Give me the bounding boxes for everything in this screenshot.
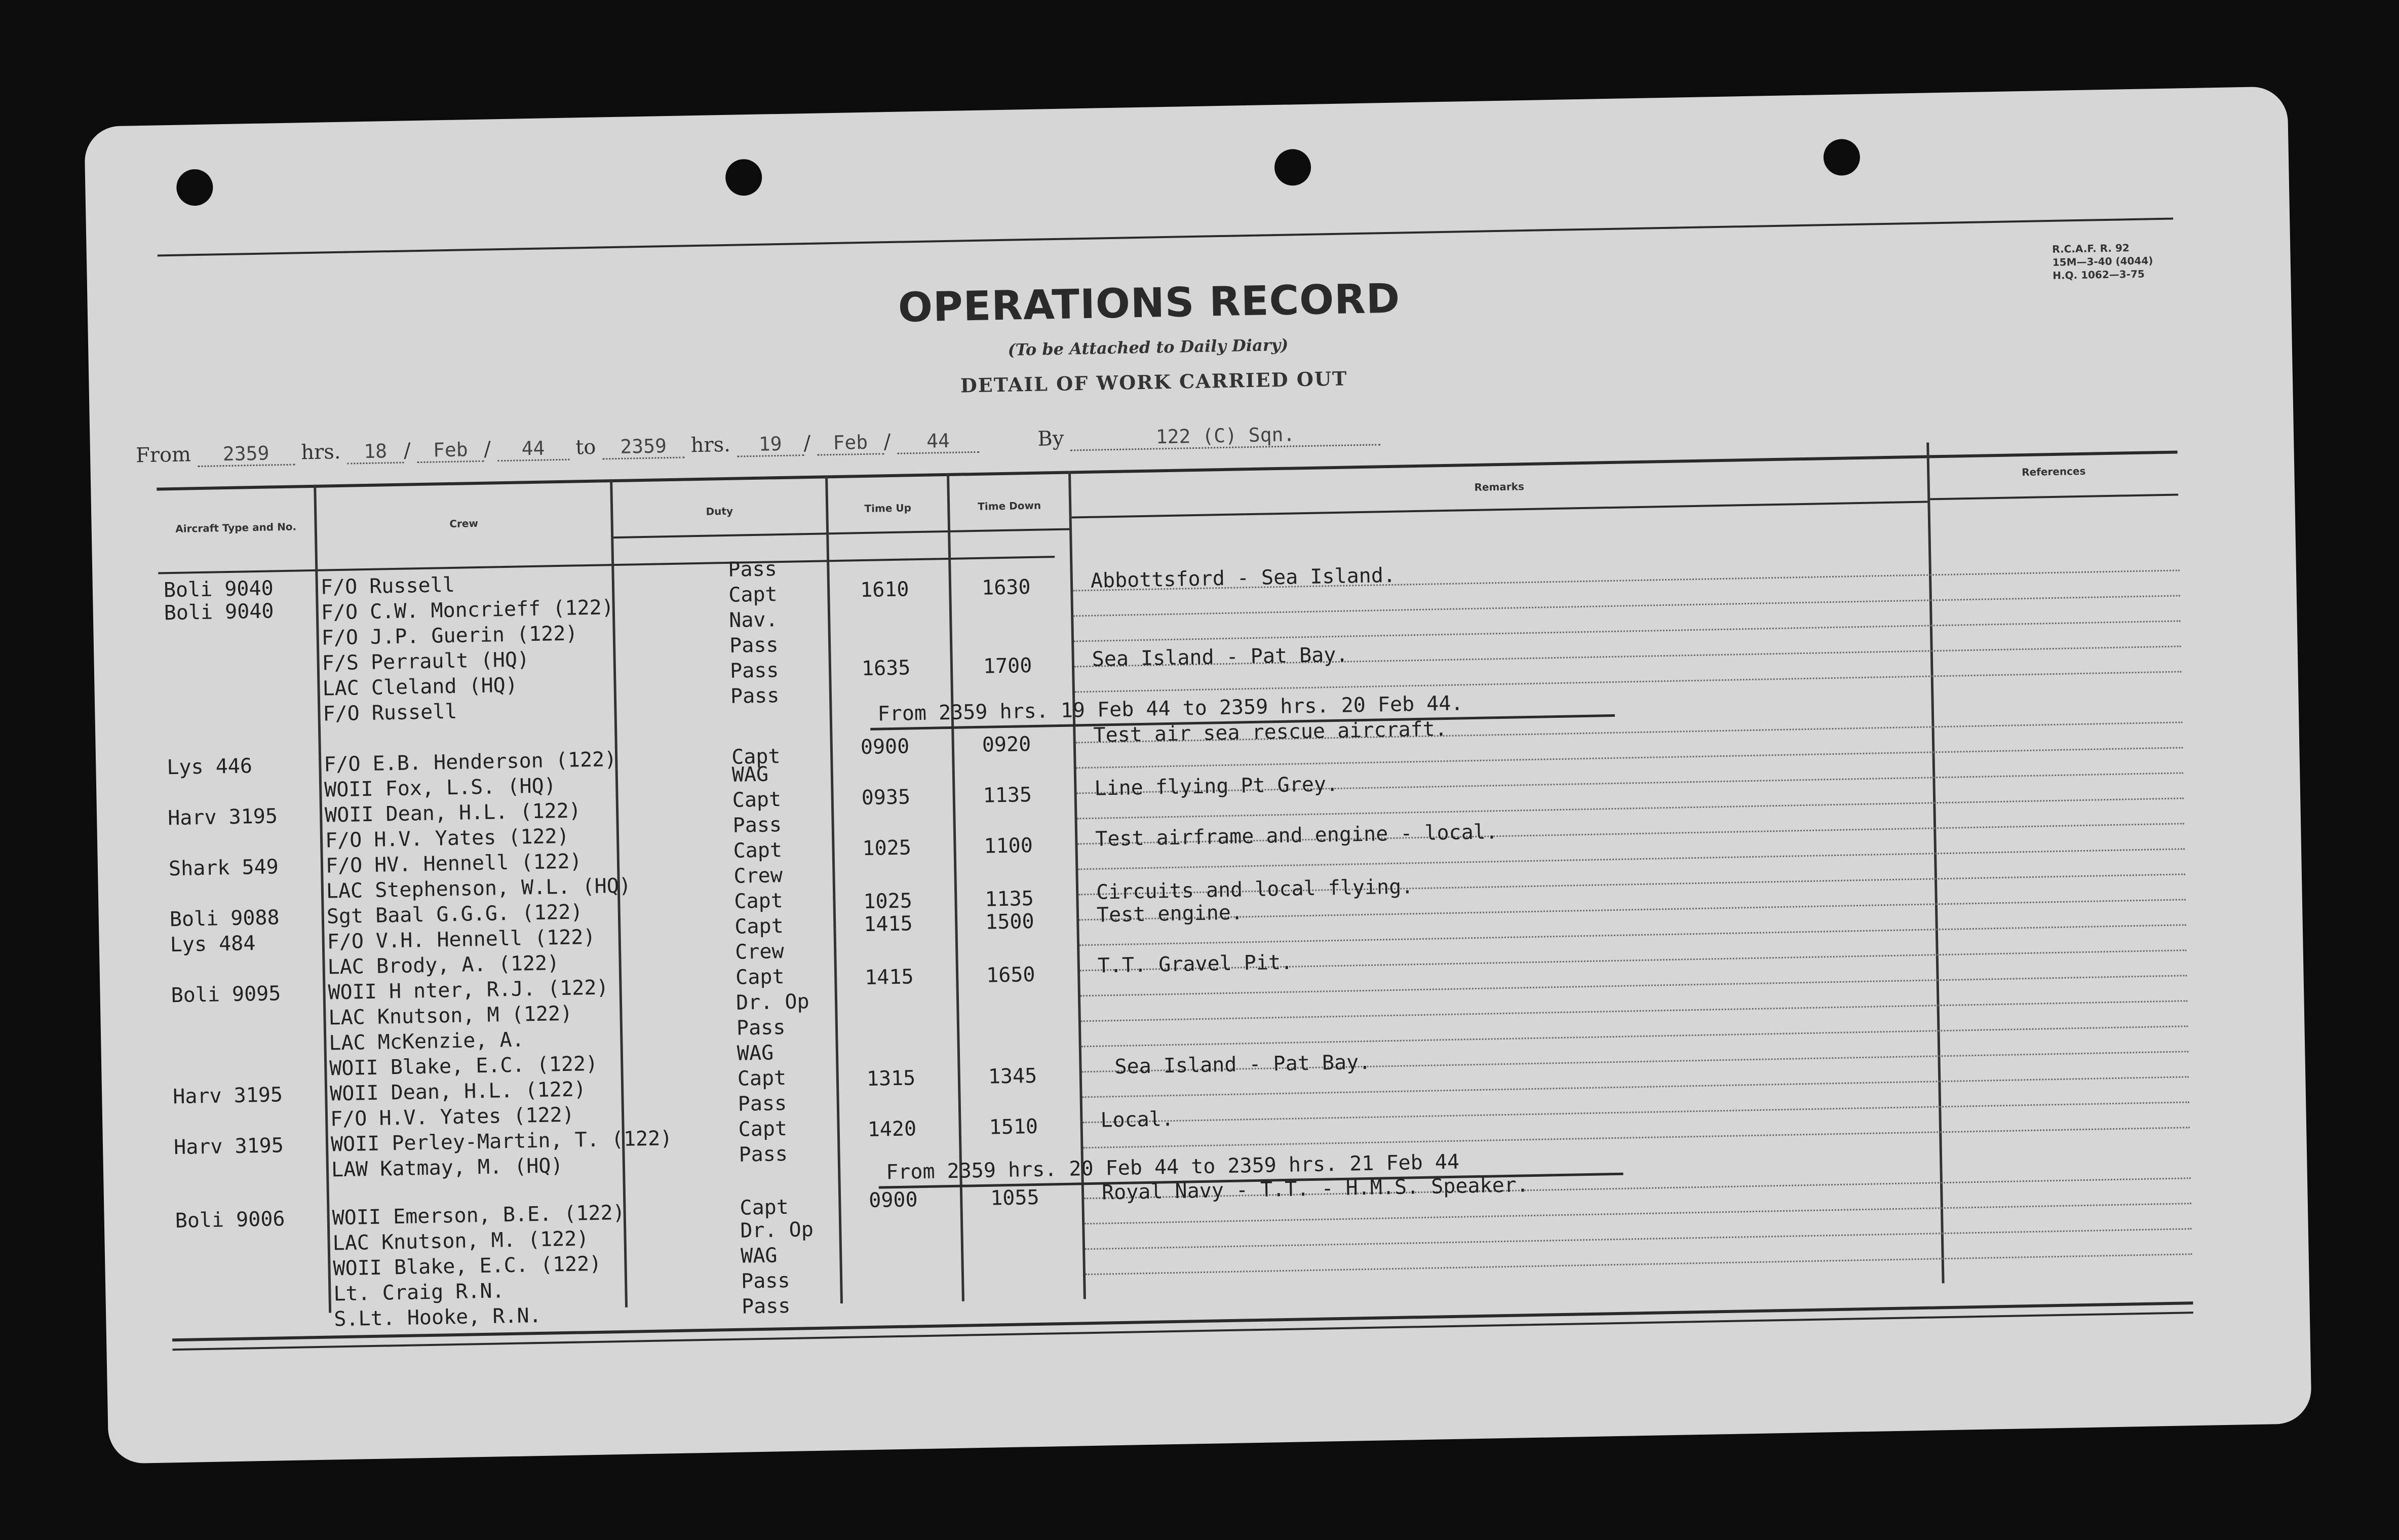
page-title: OPERATIONS RECORD bbox=[898, 275, 1401, 331]
crew-cell: F/S Perrault (HQ) bbox=[322, 648, 530, 675]
remarks-cell: Line flying Pt Grey. bbox=[1094, 772, 1339, 800]
punch-hole bbox=[1274, 149, 1311, 186]
aircraft-cell: Harv 3195 bbox=[167, 804, 278, 830]
column-rule bbox=[825, 475, 843, 1303]
aircraft-cell: Boli 9006 bbox=[175, 1207, 285, 1233]
remarks-cell: Abbottsford - Sea Island. bbox=[1090, 563, 1396, 593]
to-year: 44 bbox=[897, 429, 980, 454]
remarks-cell: T.T. Gravel Pit. bbox=[1097, 950, 1293, 978]
date-separator: From 2359 hrs. 19 Feb 44 to 2359 hrs. 20 Feb 44. bbox=[877, 691, 1463, 726]
crew-cell: WOII Fox, L.S. (HQ) bbox=[324, 774, 557, 802]
time-up-cell: 1420 bbox=[867, 1117, 917, 1142]
crew-cell: LAC McKenzie, A. bbox=[328, 1028, 525, 1055]
duty-cell: Capt bbox=[732, 788, 782, 812]
duty-cell: WAG bbox=[731, 762, 769, 787]
header-rule bbox=[613, 528, 1072, 538]
aircraft-cell: Lys 484 bbox=[170, 932, 256, 957]
time-down-cell: 1135 bbox=[983, 783, 1032, 807]
duty-cell: Pass bbox=[741, 1294, 791, 1319]
remarks-cell: Test airframe and engine - local. bbox=[1095, 820, 1498, 851]
column-header-time-up: Time Up bbox=[864, 502, 912, 515]
from-label: From bbox=[135, 443, 191, 468]
duty-cell: Pass bbox=[741, 1268, 790, 1293]
time-down-cell: 1650 bbox=[986, 962, 1035, 987]
aircraft-cell: Shark 549 bbox=[168, 855, 279, 881]
duty-cell: Crew bbox=[734, 940, 784, 964]
detail-heading: DETAIL OF WORK CARRIED OUT bbox=[960, 367, 1348, 397]
duty-cell: Pass bbox=[730, 684, 780, 708]
crew-cell: F/O H.V. Yates (122) bbox=[325, 824, 570, 853]
time-down-cell: 1630 bbox=[981, 575, 1031, 600]
time-down-cell: 1510 bbox=[989, 1114, 1038, 1139]
duty-cell: Capt bbox=[733, 838, 783, 863]
form-reference bbox=[2052, 241, 2153, 282]
crew-cell: LAC Stephenson, W.L. (HQ) bbox=[326, 874, 632, 903]
top-rule bbox=[158, 218, 2173, 257]
duty-cell: Capt bbox=[740, 1195, 789, 1220]
time-up-cell: 0900 bbox=[860, 735, 910, 759]
punch-hole bbox=[725, 159, 762, 196]
by-label: By bbox=[1037, 427, 1064, 451]
time-down-cell: 1700 bbox=[983, 653, 1032, 678]
column-header-crew: Crew bbox=[449, 517, 479, 530]
remarks-cell: Test air sea rescue aircraft. bbox=[1093, 717, 1448, 747]
time-up-cell: 0935 bbox=[861, 785, 911, 810]
form-ref-line: 15M—3-40 (4044) bbox=[2052, 254, 2153, 268]
time-up-cell: 1025 bbox=[863, 889, 913, 914]
time-up-cell: 1025 bbox=[862, 836, 912, 861]
duty-cell: Capt bbox=[737, 1066, 787, 1091]
time-up-cell: 0900 bbox=[868, 1188, 918, 1213]
to-month: Feb bbox=[817, 431, 884, 455]
column-header-duty: Duty bbox=[706, 505, 733, 518]
column-header-references: References bbox=[2021, 465, 2086, 479]
time-up-cell: 1635 bbox=[861, 656, 911, 681]
duty-cell: Pass bbox=[738, 1091, 787, 1116]
crew-cell: LAC Cleland (HQ) bbox=[322, 673, 518, 701]
remarks-cell: Sea Island - Pat Bay. bbox=[1092, 643, 1348, 671]
remarks-cell: Test engine. bbox=[1096, 901, 1244, 927]
date-separator: From 2359 hrs. 20 Feb 44 to 2359 hrs. 21 Feb 44 bbox=[885, 1150, 1460, 1184]
from-day: 18 bbox=[347, 440, 404, 465]
remarks-cell: Sea Island - Pat Bay. bbox=[1114, 1050, 1371, 1079]
crew-cell: F/O C.W. Moncrieff (122) bbox=[321, 596, 614, 625]
aircraft-cell: Harv 3195 bbox=[172, 1083, 283, 1109]
duty-cell: Capt bbox=[738, 1116, 788, 1141]
time-up-cell: 1415 bbox=[863, 912, 913, 937]
crew-cell: S.Lt. Hooke, R.N. bbox=[333, 1303, 542, 1331]
crew-cell: LAW Katmay, M. (HQ) bbox=[331, 1154, 563, 1182]
duty-cell: Pass bbox=[729, 659, 779, 683]
header-rule bbox=[1072, 501, 1928, 519]
column-header-aircraft: Aircraft Type and No. bbox=[175, 520, 297, 535]
crew-cell: F/O HV. Hennell (122) bbox=[325, 850, 583, 878]
column-header-remarks: Remarks bbox=[1474, 480, 1525, 493]
duty-cell: Capt bbox=[731, 745, 781, 769]
form-ref-line: H.Q. 1062—3-75 bbox=[2052, 267, 2145, 282]
time-down-cell: 0920 bbox=[982, 733, 1031, 757]
aircraft-cell: Boli 9040 bbox=[163, 576, 274, 602]
duty-cell: Crew bbox=[733, 864, 783, 888]
time-down-cell: 1055 bbox=[990, 1185, 1039, 1210]
crew-cell: WOII Blake, E.C. (122) bbox=[329, 1052, 598, 1081]
duty-cell: WAG bbox=[737, 1041, 774, 1065]
duty-cell: Capt bbox=[735, 965, 785, 989]
duty-cell: Pass bbox=[727, 557, 778, 582]
crew-cell: LAC Knutson, M (122) bbox=[328, 1002, 573, 1030]
punch-hole bbox=[1823, 139, 1860, 176]
from-year: 44 bbox=[497, 437, 569, 462]
crew-cell: F/O H.V. Yates (122) bbox=[330, 1103, 575, 1131]
duty-cell: Dr. Op bbox=[736, 990, 809, 1015]
crew-cell: LAC Knutson, M. (122) bbox=[332, 1227, 589, 1255]
crew-cell: F/O Russell bbox=[320, 573, 455, 599]
duty-cell: Pass bbox=[739, 1142, 788, 1167]
to-time: 2359 bbox=[602, 434, 685, 459]
to-day: 19 bbox=[737, 432, 804, 457]
form-ref-line: R.C.A.F. R. 92 bbox=[2052, 242, 2130, 255]
crew-cell: F/O V.H. Hennell (122) bbox=[327, 925, 596, 954]
by-value: 122 (C) Sqn. bbox=[1070, 421, 1381, 451]
period-line: From 2359 hrs. 18 / Feb / 44 to 2359 hrs. 19 / Feb / 44 By 122 (C) Sqn. bbox=[136, 421, 1381, 468]
header-rule bbox=[1930, 493, 2178, 500]
time-down-cell: 1500 bbox=[985, 909, 1034, 934]
punch-hole bbox=[176, 169, 213, 206]
remarks-cell: Royal Navy - T.T. - H.M.S. Speaker. bbox=[1101, 1173, 1529, 1205]
header-rule bbox=[158, 556, 1055, 574]
duty-cell: Nav. bbox=[728, 608, 778, 632]
ruled-lines bbox=[84, 86, 2287, 127]
time-up-cell: 1415 bbox=[864, 965, 914, 990]
duty-cell: Capt bbox=[728, 583, 778, 607]
crew-cell: LAC Brody, A. (122) bbox=[327, 951, 560, 979]
from-time: 2359 bbox=[197, 442, 295, 468]
crew-cell: F/O Russell bbox=[323, 700, 457, 726]
operations-record-sheet bbox=[84, 86, 2312, 1464]
time-down-cell: 1135 bbox=[985, 887, 1034, 911]
time-up-cell: 1315 bbox=[866, 1066, 916, 1091]
from-month: Feb bbox=[417, 438, 484, 463]
hrs-label: hrs. bbox=[300, 440, 341, 465]
duty-cell: Pass bbox=[736, 1016, 786, 1040]
crew-cell: WOII H nter, R.J. (122) bbox=[328, 976, 609, 1005]
aircraft-cell: Harv 3195 bbox=[173, 1134, 284, 1160]
column-header-time-down: Time Down bbox=[978, 499, 1041, 513]
crew-cell: WOII Dean, H.L. (122) bbox=[329, 1077, 587, 1106]
time-down-cell: 1100 bbox=[984, 834, 1033, 858]
crew-cell: Lt. Craig R.N. bbox=[333, 1279, 505, 1306]
aircraft-cell: Boli 9088 bbox=[169, 906, 280, 932]
crew-cell: WOII Perley-Martin, T. (122) bbox=[330, 1127, 673, 1157]
aircraft-cell: Lys 446 bbox=[166, 754, 253, 780]
crew-cell: Sgt Baal G.G.G. (122) bbox=[326, 900, 583, 929]
duty-cell: Capt bbox=[734, 889, 784, 913]
aircraft-cell: Boli 9040 bbox=[164, 599, 274, 625]
duty-cell: Dr. Op bbox=[740, 1218, 814, 1243]
column-rule bbox=[1926, 442, 1944, 1283]
crew-cell: WOII Blake, E.C. (122) bbox=[333, 1252, 602, 1281]
crew-cell: F/O J.P. Guerin (122) bbox=[321, 622, 578, 650]
time-down-cell: 1345 bbox=[988, 1064, 1037, 1089]
duty-cell: Pass bbox=[729, 633, 779, 658]
crew-cell: WOII Dean, H.L. (122) bbox=[324, 799, 582, 827]
remarks-cell: Local. bbox=[1100, 1107, 1174, 1132]
aircraft-cell: Boli 9095 bbox=[171, 982, 281, 1008]
crew-cell: WOII Emerson, B.E. (122) bbox=[332, 1201, 626, 1230]
hrs-label: hrs. bbox=[690, 433, 731, 457]
duty-cell: Pass bbox=[732, 813, 782, 837]
page-subtitle: (To be Attached to Daily Diary) bbox=[1008, 335, 1289, 360]
to-label: to bbox=[575, 435, 596, 459]
crew-cell: F/O E.B. Henderson (122) bbox=[323, 748, 617, 777]
time-up-cell: 1610 bbox=[860, 578, 909, 602]
duty-cell: WAG bbox=[740, 1244, 778, 1268]
duty-cell: Capt bbox=[734, 914, 784, 939]
remarks-cell: Circuits and local flying. bbox=[1096, 875, 1414, 904]
